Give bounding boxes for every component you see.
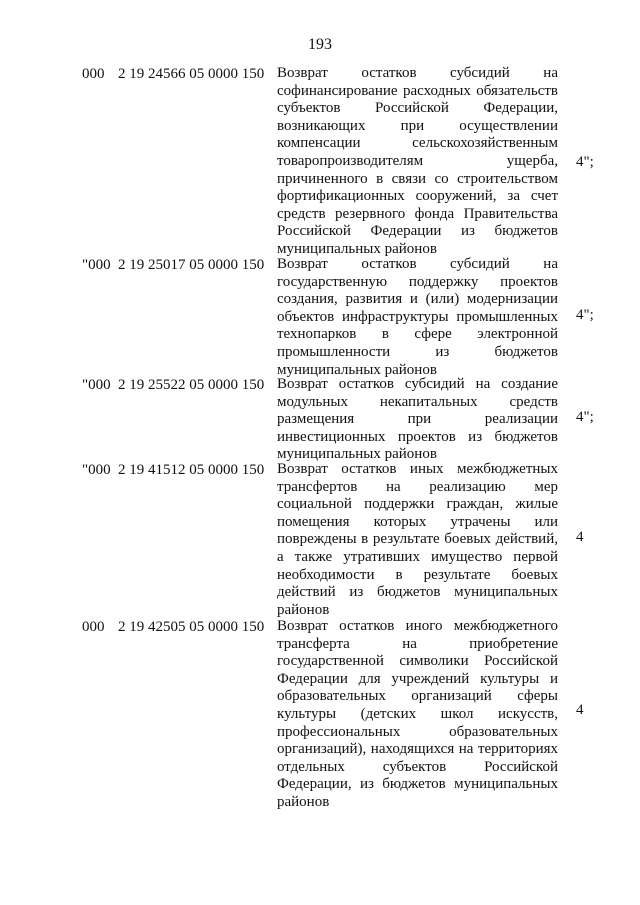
description-cell: Возврат остатков иных межбюджетных трансфертов на реализацию мер социальной поддержки граждан, жилые помещения которых утрачены или повреждены в результате боевых действий, а также утративших имущество первой необходимости в результате боевых действий из бюджетов муниципальных районов: [277, 461, 558, 618]
budget-code: 2 19 24566 05 0000 150: [118, 66, 265, 82]
page-number: 193: [308, 36, 332, 53]
code-cell: [82, 256, 272, 274]
row-note: 4";: [576, 154, 594, 170]
description-cell: Возврат остатков иного межбюджетного трансферта на приобретение государственной символики Российской Федерации для учреждений культуры и образовательных организаций сферы культуры (детских школ искусств, профессиональных образовательных организаций), находящихся на территориях отдельных субъектов Российской Федерации, из бюджетов муниципальных районов: [277, 618, 558, 810]
description-cell: Возврат остатков субсидий на софинансирование расходных обязательств субъектов Российской Федерации, возникающих при осуществлении компенсации сельскохозяйственным товаропроизводителям ущерба, причиненного в связи со строительством фортификационных сооружений, за счет средств резервного фонда Правительства Российской Федерации из бюджетов муниципальных районов: [277, 65, 558, 257]
row-note: 4: [576, 702, 584, 718]
budget-code: 2 19 41512 05 0000 150: [118, 462, 265, 478]
admin-code: "000: [82, 462, 111, 478]
code-cell: [82, 618, 272, 636]
code-cell: [82, 461, 272, 479]
admin-code: "000: [82, 377, 111, 393]
admin-code: "000: [82, 257, 111, 273]
budget-code: 2 19 25017 05 0000 150: [118, 257, 265, 273]
row-note: 4";: [576, 409, 594, 425]
code-cell: [82, 376, 272, 394]
code-cell: [82, 65, 272, 83]
row-note: 4: [576, 529, 584, 545]
description-cell: Возврат остатков субсидий на государственную поддержку проектов создания, развития и (или) модернизации объектов инфраструктуры промышленных технопарков в сфере электронной промышленности из бюджетов муниципальных районов: [277, 256, 558, 378]
admin-code: 000: [82, 66, 105, 82]
admin-code: 000: [82, 619, 105, 635]
budget-code: 2 19 42505 05 0000 150: [118, 619, 265, 635]
row-note: 4";: [576, 307, 594, 323]
description-cell: Возврат остатков субсидий на создание модульных некапитальных средств размещения при реализации инвестиционных проектов из бюджетов муниципальных районов: [277, 376, 558, 463]
budget-code: 2 19 25522 05 0000 150: [118, 377, 265, 393]
